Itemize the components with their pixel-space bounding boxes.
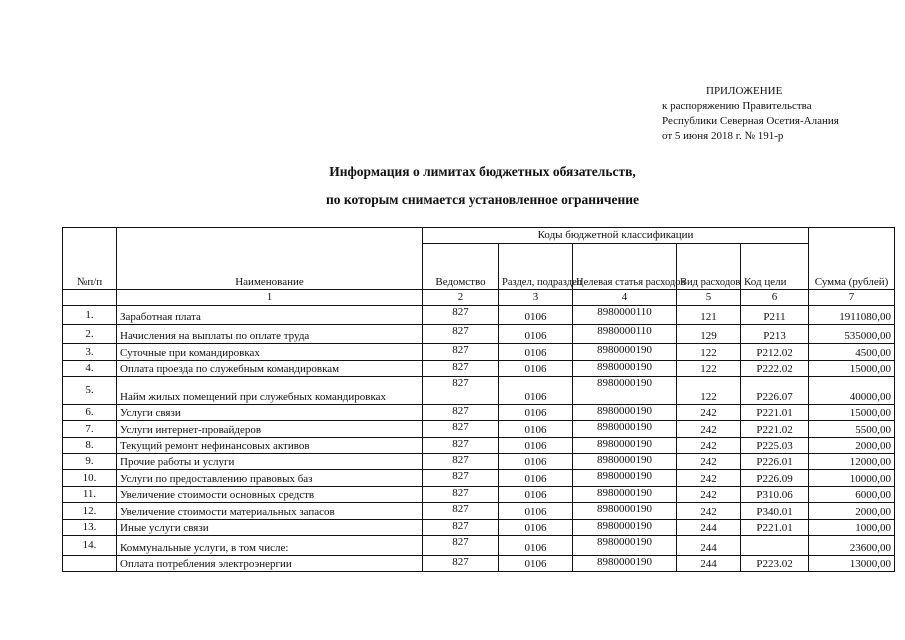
cell-name: Прочие работы и услуги xyxy=(117,454,423,470)
cell-kind: 244 xyxy=(677,520,741,536)
cell-goal: Р221.01 xyxy=(741,405,809,421)
cell-goal: Р212.02 xyxy=(741,344,809,361)
cell-section: 0106 xyxy=(499,306,573,325)
col-header-sum: Сумма (рублей) xyxy=(809,228,895,290)
cell-target: 8980000190 xyxy=(573,344,677,361)
cell-num: 5. xyxy=(63,377,117,405)
column-number-0 xyxy=(63,290,117,306)
col-header-kind: Вид расходов xyxy=(677,244,741,290)
cell-dept: 827 xyxy=(423,325,499,344)
cell-sum: 10000,00 xyxy=(809,470,895,487)
cell-target: 8980000190 xyxy=(573,361,677,377)
column-number-2: 2 xyxy=(423,290,499,306)
cell-dept: 827 xyxy=(423,421,499,438)
cell-dept: 827 xyxy=(423,306,499,325)
col-header-name: Наименование xyxy=(117,228,423,290)
cell-dept: 827 xyxy=(423,438,499,454)
appendix-line-1: к распоряжению Правительства xyxy=(662,100,812,112)
column-number-6: 6 xyxy=(741,290,809,306)
cell-goal: Р222.02 xyxy=(741,361,809,377)
cell-dept: 827 xyxy=(423,344,499,361)
appendix-line-2: Республики Северная Осетия-Алания xyxy=(662,115,839,127)
cell-sum: 15000,00 xyxy=(809,405,895,421)
cell-sum: 4500,00 xyxy=(809,344,895,361)
cell-goal: Р223.02 xyxy=(741,556,809,572)
column-number-4: 4 xyxy=(573,290,677,306)
cell-dept: 827 xyxy=(423,470,499,487)
cell-target: 8980000110 xyxy=(573,325,677,344)
cell-target: 8980000190 xyxy=(573,470,677,487)
cell-target: 8980000190 xyxy=(573,421,677,438)
column-number-5: 5 xyxy=(677,290,741,306)
cell-section: 0106 xyxy=(499,470,573,487)
cell-num: 2. xyxy=(63,325,117,344)
appendix-block xyxy=(662,84,839,144)
cell-dept: 827 xyxy=(423,361,499,377)
cell-section: 0106 xyxy=(499,421,573,438)
header-row-group xyxy=(63,228,895,244)
cell-sum: 1911080,00 xyxy=(809,306,895,325)
cell-section: 0106 xyxy=(499,344,573,361)
cell-section: 0106 xyxy=(499,556,573,572)
cell-name: Суточные при командировках xyxy=(117,344,423,361)
cell-kind: 242 xyxy=(677,405,741,421)
cell-dept: 827 xyxy=(423,487,499,503)
cell-num: 12. xyxy=(63,503,117,520)
cell-target: 8980000190 xyxy=(573,405,677,421)
cell-goal xyxy=(741,536,809,556)
cell-section: 0106 xyxy=(499,487,573,503)
col-header-group: Коды бюджетной классификации xyxy=(423,228,809,244)
document-title-line-1: Информация о лимитах бюджетных обязательств, xyxy=(329,164,636,179)
cell-sum: 5500,00 xyxy=(809,421,895,438)
cell-dept: 827 xyxy=(423,405,499,421)
cell-name: Найм жилых помещений при служебных командировках xyxy=(117,377,423,405)
cell-goal: Р221.01 xyxy=(741,520,809,536)
table-row xyxy=(63,470,895,487)
cell-sum: 40000,00 xyxy=(809,377,895,405)
cell-kind: 244 xyxy=(677,536,741,556)
cell-name: Увеличение стоимости основных средств xyxy=(117,487,423,503)
cell-name: Коммунальные услуги, в том числе: xyxy=(117,536,423,556)
cell-target: 8980000190 xyxy=(573,487,677,503)
cell-num: 9. xyxy=(63,454,117,470)
cell-section: 0106 xyxy=(499,405,573,421)
table-row xyxy=(63,361,895,377)
col-header-goal: Код цели xyxy=(741,244,809,290)
cell-kind: 129 xyxy=(677,325,741,344)
column-number-row xyxy=(63,290,895,306)
cell-kind: 242 xyxy=(677,438,741,454)
cell-sum: 12000,00 xyxy=(809,454,895,470)
cell-goal: Р211 xyxy=(741,306,809,325)
cell-num xyxy=(63,556,117,572)
cell-kind: 121 xyxy=(677,306,741,325)
table-row xyxy=(63,503,895,520)
cell-name: Начисления на выплаты по оплате труда xyxy=(117,325,423,344)
table-row xyxy=(63,454,895,470)
cell-sum: 13000,00 xyxy=(809,556,895,572)
cell-num: 14. xyxy=(63,536,117,556)
cell-num: 11. xyxy=(63,487,117,503)
appendix-line-3: от 5 июня 2018 г. № 191-р xyxy=(662,130,784,142)
cell-goal: Р221.02 xyxy=(741,421,809,438)
table-row xyxy=(63,536,895,556)
cell-name: Оплата проезда по служебным командировкам xyxy=(117,361,423,377)
cell-num: 8. xyxy=(63,438,117,454)
cell-num: 13. xyxy=(63,520,117,536)
cell-sum: 1000,00 xyxy=(809,520,895,536)
cell-name: Иные услуги связи xyxy=(117,520,423,536)
cell-dept: 827 xyxy=(423,454,499,470)
cell-sum: 2000,00 xyxy=(809,503,895,520)
cell-num: 7. xyxy=(63,421,117,438)
cell-dept: 827 xyxy=(423,377,499,405)
cell-target: 8980000190 xyxy=(573,536,677,556)
cell-goal: Р226.09 xyxy=(741,470,809,487)
cell-name: Услуги интернет-провайдеров xyxy=(117,421,423,438)
cell-sum: 6000,00 xyxy=(809,487,895,503)
cell-dept: 827 xyxy=(423,536,499,556)
cell-kind: 242 xyxy=(677,487,741,503)
cell-sum: 2000,00 xyxy=(809,438,895,454)
cell-num: 4. xyxy=(63,361,117,377)
cell-section: 0106 xyxy=(499,520,573,536)
cell-kind: 122 xyxy=(677,344,741,361)
cell-num: 10. xyxy=(63,470,117,487)
cell-num: 3. xyxy=(63,344,117,361)
col-header-target: Целевая статья расходов xyxy=(573,244,677,290)
cell-kind: 122 xyxy=(677,361,741,377)
cell-goal: Р340.01 xyxy=(741,503,809,520)
table-row xyxy=(63,344,895,361)
cell-goal: Р226.07 xyxy=(741,377,809,405)
cell-kind: 122 xyxy=(677,377,741,405)
col-header-section: Раздел, подраздел xyxy=(499,244,573,290)
table-row xyxy=(63,487,895,503)
cell-goal: Р213 xyxy=(741,325,809,344)
document-title-line-2: по которым снимается установленное ограничение xyxy=(325,192,640,207)
cell-target: 8980000190 xyxy=(573,520,677,536)
table-body xyxy=(63,228,895,572)
cell-kind: 242 xyxy=(677,454,741,470)
cell-goal: Р225.03 xyxy=(741,438,809,454)
cell-section: 0106 xyxy=(499,503,573,520)
cell-kind: 242 xyxy=(677,503,741,520)
table-row xyxy=(63,520,895,536)
cell-section: 0106 xyxy=(499,438,573,454)
cell-name: Услуги связи xyxy=(117,405,423,421)
cell-sum: 535000,00 xyxy=(809,325,895,344)
table-row xyxy=(63,556,895,572)
table-row xyxy=(63,306,895,325)
cell-section: 0106 xyxy=(499,536,573,556)
table-row xyxy=(63,377,895,405)
column-number-3: 3 xyxy=(499,290,573,306)
cell-target: 8980000190 xyxy=(573,503,677,520)
cell-sum: 15000,00 xyxy=(809,361,895,377)
cell-sum: 23600,00 xyxy=(809,536,895,556)
cell-section: 0106 xyxy=(499,325,573,344)
table-row xyxy=(63,438,895,454)
table-row xyxy=(63,325,895,344)
cell-dept: 827 xyxy=(423,520,499,536)
column-number-1: 1 xyxy=(117,290,423,306)
cell-target: 8980000190 xyxy=(573,377,677,405)
cell-target: 8980000190 xyxy=(573,454,677,470)
cell-name: Оплата потребления электроэнергии xyxy=(117,556,423,572)
cell-section: 0106 xyxy=(499,454,573,470)
cell-kind: 244 xyxy=(677,556,741,572)
cell-kind: 242 xyxy=(677,421,741,438)
cell-name: Увеличение стоимости материальных запасов xyxy=(117,503,423,520)
col-header-num: №п/п xyxy=(63,228,117,290)
cell-name: Заработная плата xyxy=(117,306,423,325)
cell-target: 8980000190 xyxy=(573,438,677,454)
cell-goal: Р226.01 xyxy=(741,454,809,470)
column-number-7: 7 xyxy=(809,290,895,306)
cell-section: 0106 xyxy=(499,377,573,405)
col-header-dept: Ведомство xyxy=(423,244,499,290)
appendix-title: ПРИЛОЖЕНИЕ xyxy=(706,85,783,97)
limits-table xyxy=(62,227,895,572)
cell-kind: 242 xyxy=(677,470,741,487)
cell-num: 6. xyxy=(63,405,117,421)
cell-target: 8980000190 xyxy=(573,556,677,572)
cell-dept: 827 xyxy=(423,556,499,572)
cell-dept: 827 xyxy=(423,503,499,520)
cell-target: 8980000110 xyxy=(573,306,677,325)
table-row xyxy=(63,405,895,421)
cell-name: Текущий ремонт нефинансовых активов xyxy=(117,438,423,454)
cell-section: 0106 xyxy=(499,361,573,377)
table-row xyxy=(63,421,895,438)
cell-name: Услуги по предоставлению правовых баз xyxy=(117,470,423,487)
cell-goal: Р310.06 xyxy=(741,487,809,503)
cell-num: 1. xyxy=(63,306,117,325)
